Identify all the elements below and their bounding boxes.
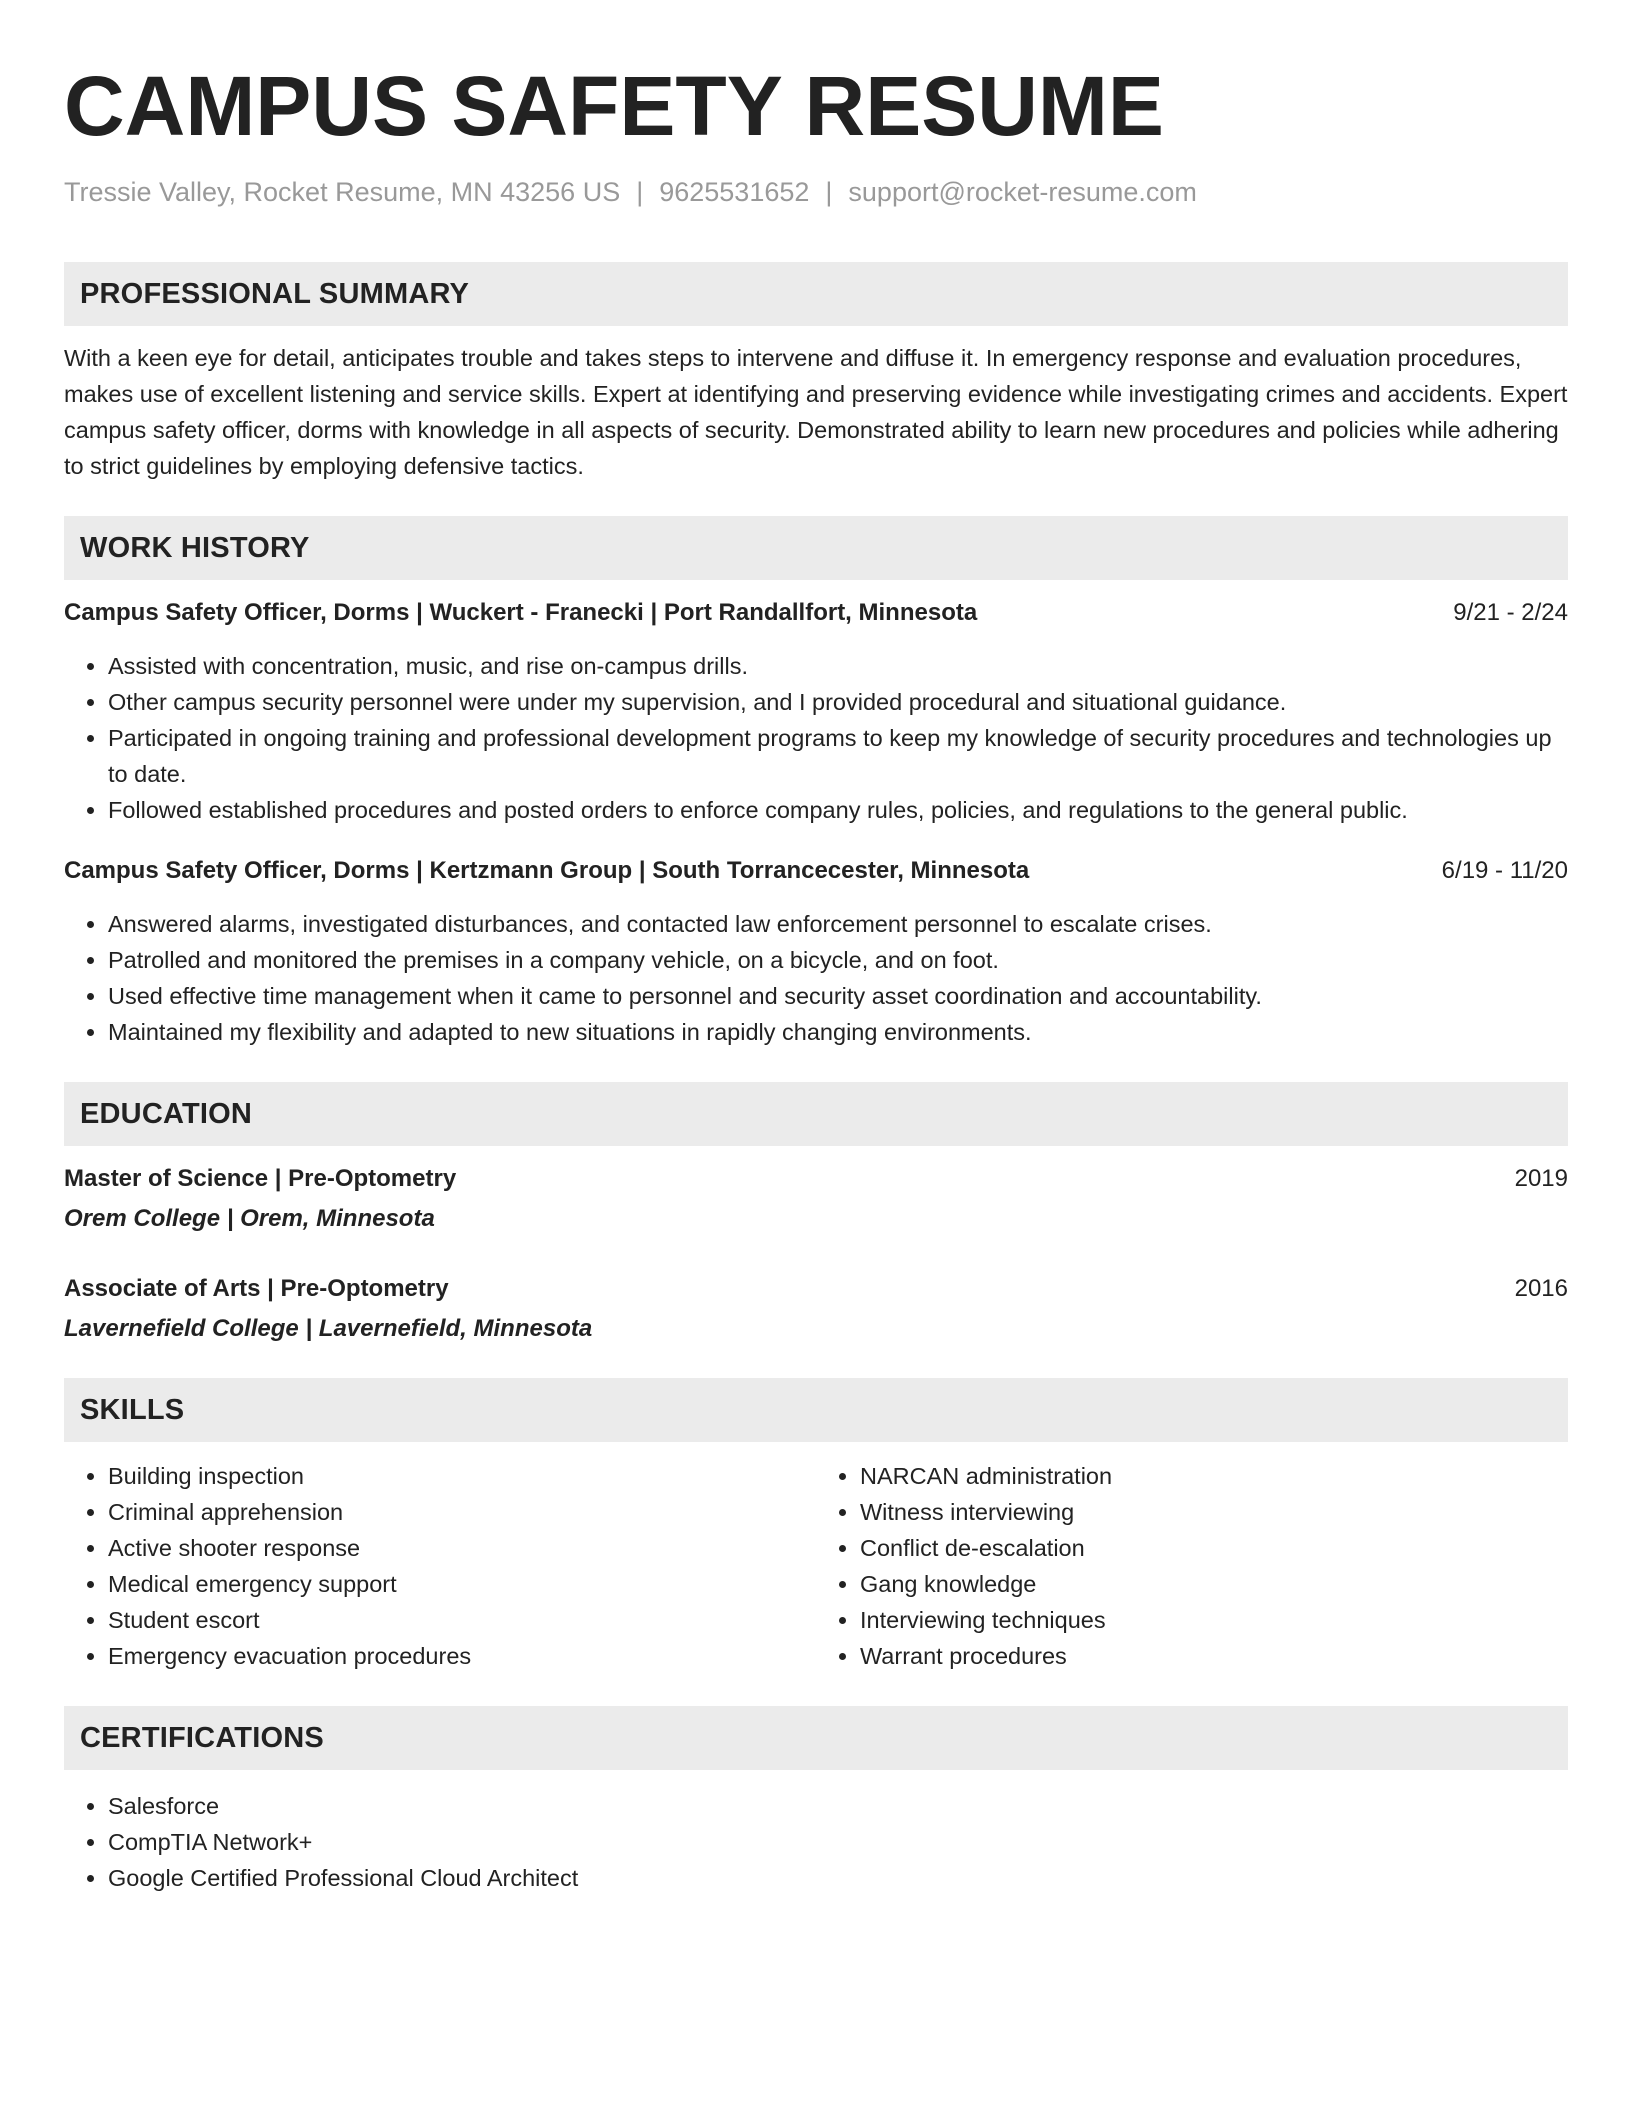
skill-item: • Building inspection [108, 1458, 816, 1494]
job-bullet: • Other campus security personnel were under my supervision, and I provided procedural and situational guidance. [108, 684, 1568, 720]
skill-item: • Warrant procedures [860, 1638, 1568, 1674]
skill-item: • Student escort [108, 1602, 816, 1638]
skill-item: • Emergency evacuation procedures [108, 1638, 816, 1674]
education-header [64, 1162, 1568, 1196]
education-header [64, 1272, 1568, 1306]
certification-item: • Salesforce [108, 1788, 1568, 1824]
contact-address: Tressie Valley, Rocket Resume, MN 43256 US [64, 177, 621, 207]
skills-column-right [816, 1458, 1568, 1674]
job-header [64, 854, 1568, 888]
section-heading-summary: PROFESSIONAL SUMMARY [64, 262, 1568, 326]
job-bullet: • Used effective time management when it came to personnel and security asset coordination and accountability. [108, 978, 1568, 1014]
resume-title: CAMPUS SAFETY RESUME [64, 59, 1164, 153]
contact-line [64, 174, 1568, 210]
job-dates: 6/19 - 11/20 [1441, 857, 1568, 884]
skill-item: • Medical emergency support [108, 1566, 816, 1602]
education-school: Lavernefield College | Lavernefield, Minnesota [64, 1315, 593, 1342]
skill-item: • Interviewing techniques [860, 1602, 1568, 1638]
job-dates: 9/21 - 2/24 [1453, 599, 1568, 626]
job-bullet: • Answered alarms, investigated disturbances, and contacted law enforcement personnel to escalate crises. [108, 906, 1568, 942]
job-title: Campus Safety Officer, Dorms | Wuckert - Franecki | Port Randallfort, Minnesota [64, 599, 978, 626]
skills-list [64, 1458, 1568, 1674]
certification-item: • Google Certified Professional Cloud Architect [108, 1860, 1568, 1896]
contact-separator: | [825, 177, 833, 207]
education-entry [64, 1272, 1568, 1346]
section-heading-education: EDUCATION [64, 1082, 1568, 1146]
skill-item: • Conflict de-escalation [860, 1530, 1568, 1566]
skill-item: • Witness interviewing [860, 1494, 1568, 1530]
skill-item: • NARCAN administration [860, 1458, 1568, 1494]
certification-item: • CompTIA Network+ [108, 1824, 1568, 1860]
job-header [64, 596, 1568, 630]
job-title: Campus Safety Officer, Dorms | Kertzmann Group | South Torrancecester, Minnesota [64, 857, 1030, 884]
skills-column-left [64, 1458, 816, 1674]
job-bullet: • Assisted with concentration, music, and rise on-campus drills. [108, 648, 1568, 684]
section-heading-certifications: CERTIFICATIONS [64, 1706, 1568, 1770]
education-entry [64, 1162, 1568, 1236]
skill-item: • Gang knowledge [860, 1566, 1568, 1602]
skill-item: • Criminal apprehension [108, 1494, 816, 1530]
education-degree: Associate of Arts | Pre-Optometry [64, 1275, 449, 1302]
job-bullet: • Patrolled and monitored the premises in a company vehicle, on a bicycle, and on foot. [108, 942, 1568, 978]
skill-item: • Active shooter response [108, 1530, 816, 1566]
contact-phone: 9625531652 [659, 177, 810, 207]
job-bullet: • Participated in ongoing training and professional development programs to keep my knowledge of security procedures and technologies up to date. [108, 720, 1568, 792]
education-degree: Master of Science | Pre-Optometry [64, 1165, 457, 1192]
job-bullets [64, 906, 1568, 1050]
certifications-list [64, 1788, 1568, 1896]
section-heading-skills: SKILLS [64, 1378, 1568, 1442]
contact-separator: | [636, 177, 644, 207]
job-entry [64, 854, 1568, 1050]
job-bullet: • Followed established procedures and posted orders to enforce company rules, policies, and regulations to the general public. [108, 792, 1568, 828]
section-heading-work-history: WORK HISTORY [64, 516, 1568, 580]
summary-text: With a keen eye for detail, anticipates trouble and takes steps to intervene and diffuse it. In emergency response and evaluation procedures, makes use of excellent listening and service skills. Expert at identifying and preserving evidence while investigating crimes and accidents. Expert campus safety officer, dorms with knowledge in all aspects of security. Demonstrated ability to learn new procedures and policies while adhering to strict guidelines by employing defensive tactics. [64, 345, 1568, 479]
education-year: 2016 [1514, 1275, 1568, 1302]
job-bullets [64, 648, 1568, 828]
education-school: Orem College | Orem, Minnesota [64, 1205, 435, 1232]
education-year: 2019 [1514, 1165, 1568, 1192]
job-bullet: • Maintained my flexibility and adapted to new situations in rapidly changing environments. [108, 1014, 1568, 1050]
contact-email: support@rocket-resume.com [848, 177, 1197, 207]
job-entry [64, 596, 1568, 828]
